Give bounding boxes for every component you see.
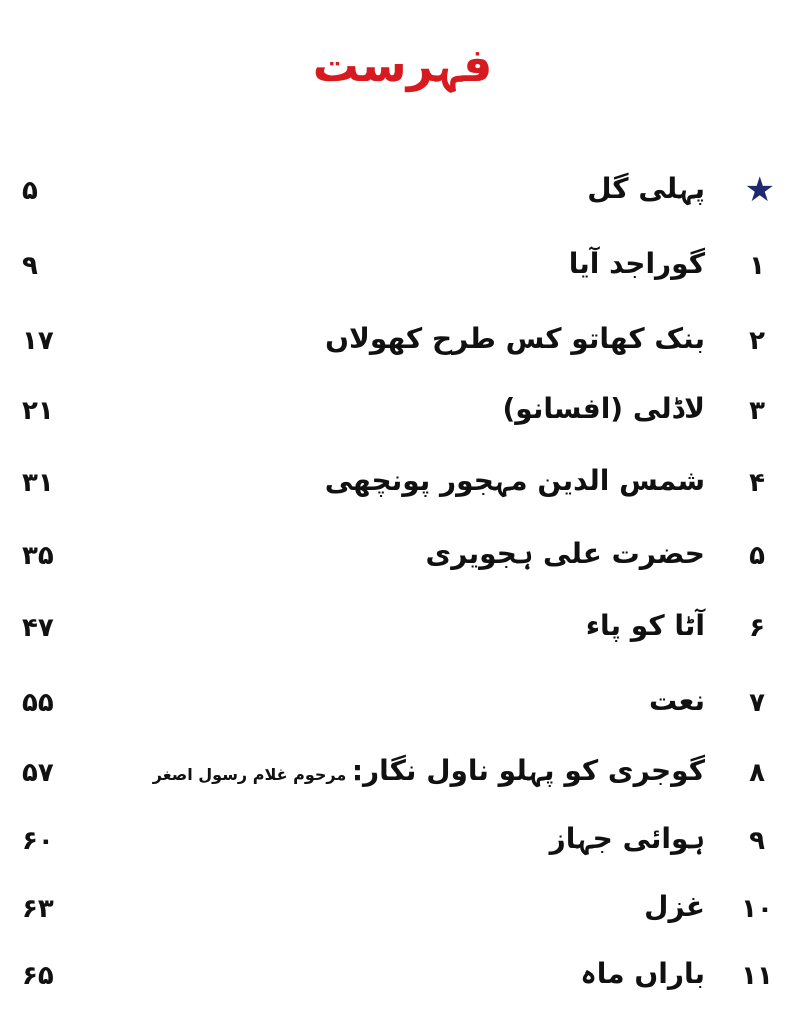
entry-title (502, 392, 705, 425)
entry-title-main: گوجری کو پہلو ناول نگار: (351, 754, 705, 787)
entry-title (550, 822, 705, 855)
toc-entry[interactable] (0, 605, 805, 665)
entry-title-main: نعت (649, 684, 705, 717)
entry-page-number: ۶۰ (22, 826, 54, 856)
entry-title (587, 172, 705, 205)
entry-subtitle: مرحوم غلام رسول اصغر (152, 765, 352, 784)
entry-number: ۸ (749, 758, 765, 788)
star-icon: ★ (744, 170, 775, 210)
entry-title (325, 464, 705, 497)
toc-entry[interactable] (0, 243, 805, 303)
entry-title-main: لاڈلی (افسانو) (502, 392, 705, 425)
entry-page-number: ۵۵ (22, 688, 54, 718)
entry-title (644, 890, 705, 923)
entry-title (426, 537, 705, 570)
toc-entry[interactable] (0, 460, 805, 520)
entry-number: ۱۱ (741, 961, 773, 991)
entry-page-number: ۶۳ (22, 894, 54, 924)
entry-title-main: گوراجد آیا (568, 247, 705, 280)
toc-entry[interactable] (0, 886, 805, 946)
entry-page-number: ۹ (22, 251, 38, 281)
entry-page-number: ۳۱ (22, 468, 54, 498)
entry-number: ۴ (749, 468, 765, 498)
toc-entry[interactable] (0, 168, 805, 228)
entry-page-number: ۱۷ (22, 326, 54, 356)
entry-number: ۳ (749, 396, 765, 426)
entry-title (153, 754, 705, 787)
entry-number: ۹ (749, 826, 765, 856)
entry-title (649, 684, 705, 717)
entry-page-number: ۵۷ (22, 758, 54, 788)
entry-title-main: بنک کھاتو کس طرح کھولاں (325, 322, 705, 355)
entry-title-main: پہلی گل (587, 172, 705, 205)
entry-page-number: ۲۱ (22, 396, 54, 426)
entry-number: ۱۰ (741, 894, 773, 924)
entry-number: ۵ (749, 541, 765, 571)
entry-title-main: غزل (644, 890, 705, 923)
entry-title-main: آٹا کو پاء (585, 609, 705, 642)
toc-entry[interactable] (0, 680, 805, 740)
entry-number: ۱ (749, 251, 765, 281)
entry-title-main: شمس الدین مہجور پونچھی (324, 464, 705, 497)
entry-title (580, 957, 705, 990)
toc-entry[interactable] (0, 818, 805, 878)
entry-number: ۶ (749, 613, 765, 643)
toc-entry[interactable] (0, 953, 805, 1013)
toc-entry[interactable] (0, 318, 805, 378)
entry-page-number: ۴۷ (22, 613, 54, 643)
entry-number: ۷ (749, 688, 765, 718)
page-title: فہرست (312, 38, 493, 92)
entry-page-number: ۵ (22, 176, 38, 206)
entry-title (569, 247, 705, 280)
toc-entry[interactable] (0, 750, 805, 810)
entry-page-number: ۳۵ (22, 541, 54, 571)
entry-title-main: باراں ماہ (580, 957, 705, 990)
toc-entry[interactable] (0, 388, 805, 448)
toc-entry[interactable] (0, 533, 805, 593)
entry-title (325, 322, 705, 355)
entry-number: ۲ (749, 326, 765, 356)
entry-title-main: حضرت علی ہجویری (425, 537, 705, 570)
entry-title-main: ہوائی جہاز (549, 822, 705, 855)
entry-title (586, 609, 705, 642)
entry-page-number: ۶۵ (22, 961, 54, 991)
